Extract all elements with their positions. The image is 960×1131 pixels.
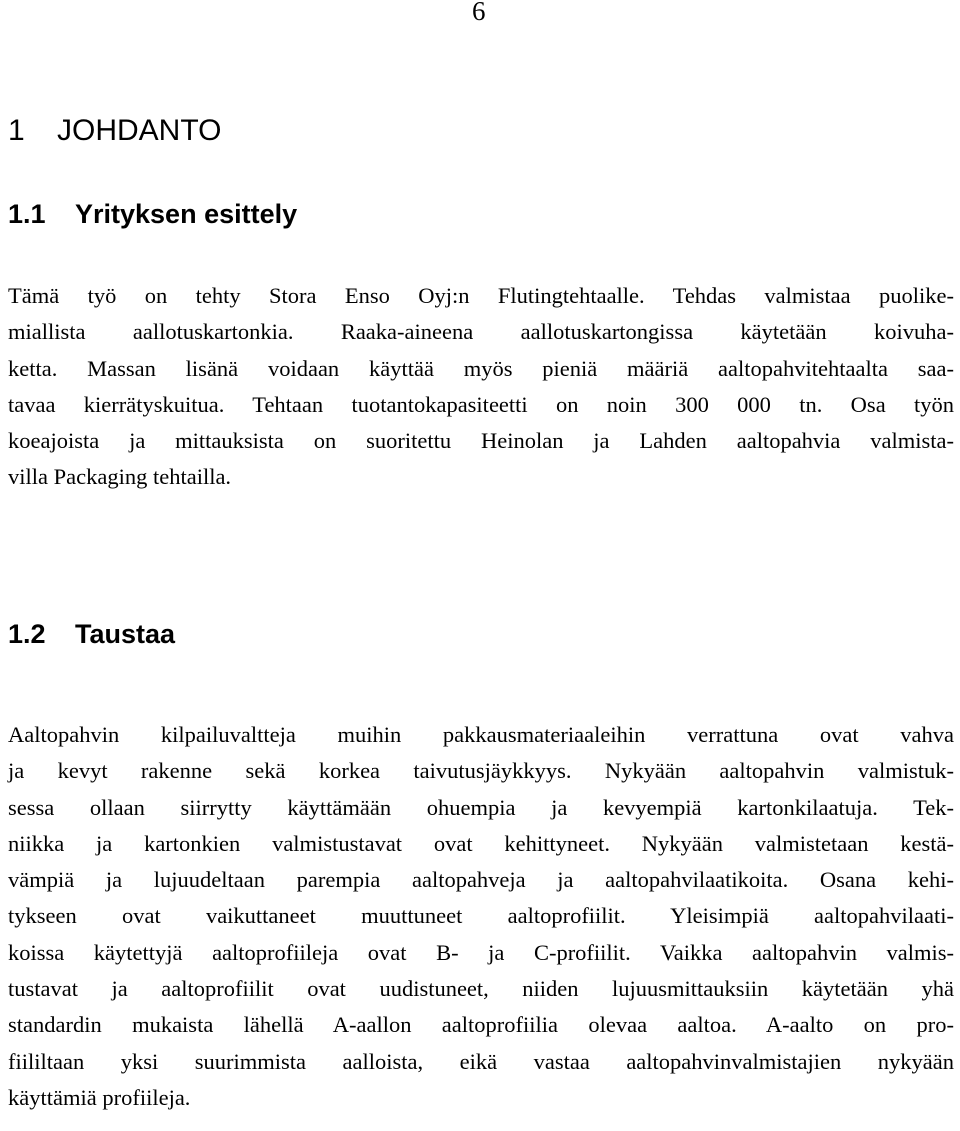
chapter-heading: [8, 111, 221, 151]
paragraph-line: miallista aallotuskartonkia. Raaka-aineena aallotuskartongissa käytetään koivuha-: [8, 319, 954, 345]
section-paragraph-yrityksen-esittely: [8, 278, 954, 496]
section-title: Taustaa: [75, 619, 176, 649]
paragraph-line: standardin mukaista lähellä A-aallon aaltoprofiilia olevaa aaltoa. A-aalto on pro-: [8, 1012, 954, 1038]
paragraph-line: villa Packaging tehtailla.: [8, 464, 232, 490]
paragraph-line: fiililtaan yksi suurimmista aalloista, eikä vastaa aaltopahvinvalmistajien nykyään: [8, 1048, 954, 1074]
paragraph-line: ketta. Massan lisänä voidaan käyttää myös pieniä määriä aaltopahvitehtaalta saa-: [8, 355, 954, 381]
paragraph-line: käyttämiä profiileja.: [8, 1084, 191, 1110]
paragraph-line: koissa käytettyjä aaltoprofiileja ovat B- ja C-profiilit. Vaikka aaltopahvin valmis-: [8, 939, 954, 965]
chapter-title: JOHDANTO: [57, 114, 222, 147]
paragraph-line: vämpiä ja lujuudeltaan parempia aaltopahveja ja aaltopahvilaatikoita. Osana kehi-: [8, 867, 954, 893]
paragraph-line: ja kevyt rakenne sekä korkea taivutusjäykkyys. Nykyään aaltopahvin valmistuk-: [8, 758, 954, 784]
paragraph-line: niikka ja kartonkien valmistustavat ovat kehittyneet. Nykyään valmistetaan kestä-: [8, 830, 954, 856]
section-paragraph-taustaa: [8, 717, 954, 1116]
paragraph-line: Aaltopahvin kilpailuvaltteja muihin pakkausmateriaaleihin verrattuna ovat vahva: [8, 722, 954, 747]
paragraph-line: sessa ollaan siirrytty käyttämään ohuempia ja kevyempiä kartonkilaatuja. Tek-: [8, 794, 954, 820]
section-number: 1.1: [8, 199, 46, 229]
page-number: 6: [472, 0, 486, 26]
chapter-number: 1: [8, 114, 25, 147]
paragraph-line: tustavat ja aaltoprofiilit ovat uudistuneet, niiden lujuusmittauksiin käytetään yhä: [8, 976, 954, 1002]
paragraph-line: koeajoista ja mittauksista on suoritettu Heinolan ja Lahden aaltopahvia valmista-: [8, 428, 954, 454]
section-title: Yrityksen esittely: [75, 199, 298, 229]
section-heading-taustaa: [8, 616, 175, 652]
paragraph-line: tykseen ovat vaikuttaneet muuttuneet aaltoprofiilit. Yleisimpiä aaltopahvilaati-: [8, 903, 954, 929]
section-heading-yrityksen-esittely: [8, 196, 297, 232]
paragraph-line: tavaa kierrätyskuitua. Tehtaan tuotantokapasiteetti on noin 300 000 tn. Osa työn: [8, 391, 954, 417]
section-number: 1.2: [8, 619, 46, 649]
paragraph-line: Tämä työ on tehty Stora Enso Oyj:n Flutingtehtaalle. Tehdas valmistaa puolike-: [8, 283, 954, 308]
